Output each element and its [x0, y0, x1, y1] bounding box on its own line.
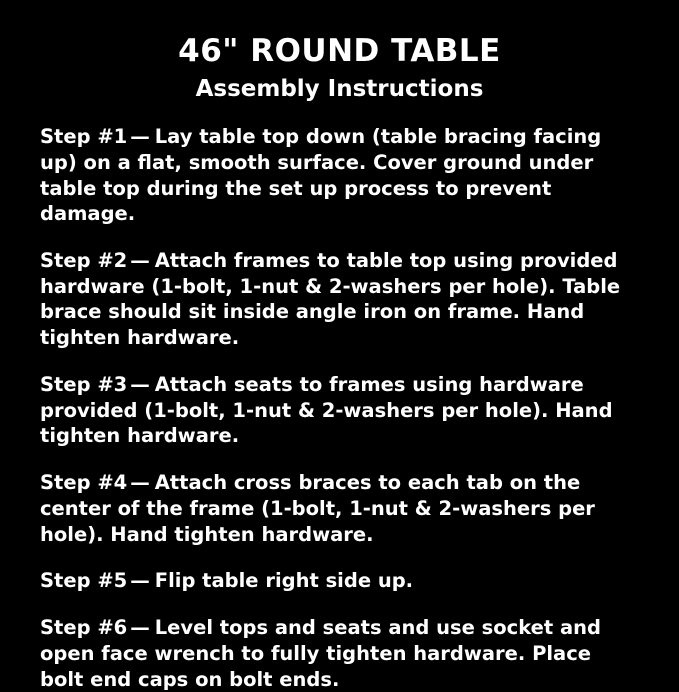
list-item [40, 248, 639, 351]
step-label: Step #3 [40, 372, 128, 396]
steps-list [40, 124, 639, 692]
page-title: 46" ROUND TABLE [178, 33, 501, 69]
step-text: Attach frames to table top using provided hardware (1-bolt, 1-nut & 2-washers per hole). Table brace should sit inside angle iron on frame. Hand tighten hardware. [40, 249, 621, 350]
step-label: Step #4 [40, 471, 128, 495]
step-dash: — [130, 125, 150, 149]
step-text: Attach cross braces to each tab on the center of the frame (1-bolt, 1-nut & 2-washers per hole). Hand tighten hardware. [40, 471, 595, 546]
list-item [40, 124, 639, 227]
step-text: Level tops and seats and use socket and open face wrench to fully tighten hardware. Place bolt end caps on bolt ends. [40, 616, 602, 691]
step-text: Lay table top down (table bracing facing up) on a flat, smooth surface. Cover ground under table top during the set up process to prevent damage. [40, 125, 602, 226]
step-text: Attach seats to frames using hardware provided (1-bolt, 1-nut & 2-washers per hole). Hand tighten hardware. [40, 372, 613, 448]
list-item [40, 615, 639, 692]
step-dash: — [130, 249, 150, 273]
page-subtitle: Assembly Instructions [195, 75, 484, 102]
step-label: Step #2 [40, 249, 128, 273]
step-label: Step #5 [40, 569, 128, 593]
list-item [40, 470, 639, 547]
list-item [40, 568, 639, 594]
list-item [40, 372, 639, 449]
step-dash: — [130, 616, 150, 640]
step-dash: — [130, 569, 150, 593]
step-label: Step #6 [40, 616, 128, 640]
step-dash: — [130, 372, 150, 396]
step-label: Step #1 [40, 125, 128, 149]
step-text: Flip table right side up. [154, 569, 414, 593]
step-dash: — [130, 471, 150, 495]
